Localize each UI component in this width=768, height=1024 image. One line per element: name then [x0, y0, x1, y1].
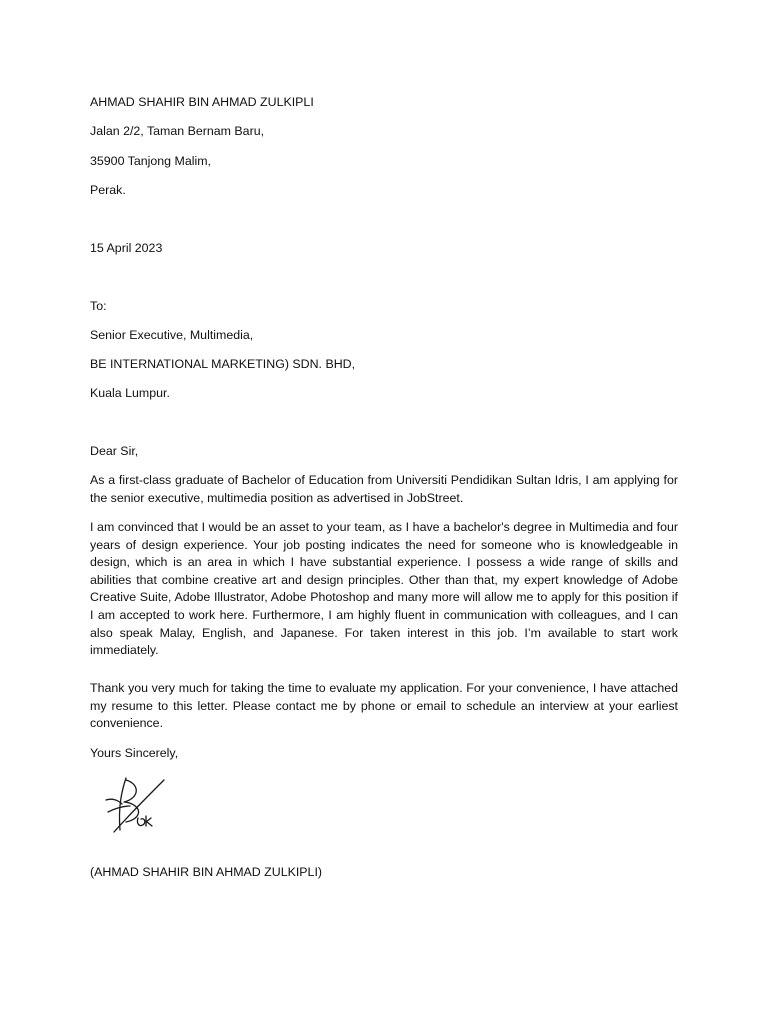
recipient-line3: Kuala Lumpur. — [90, 386, 170, 400]
recipient-to-label: To: — [90, 299, 107, 313]
signature-image — [100, 772, 170, 838]
salutation: Dear Sir, — [90, 444, 139, 458]
sender-address-line2: 35900 Tanjong Malim, — [90, 154, 212, 168]
sender-name: AHMAD SHAHIR BIN AHMAD ZULKIPLI — [90, 95, 314, 109]
body-paragraph-2: I am convinced that I would be an asset to your team, as I have a bachelor's degree in Multimedia and four years of design experience. Your job posting indicates the need for someone who is knowledgeable in design, which is an area in which I have substantial experience. I possess a wide range of skills and abilities that combine creative art and design principles. Other than that, my expert knowledge of Adobe Creative Suite, Adobe Illustrator, Adobe Photoshop and many more will allow me to apply for this position if I am accepted to work here. Furthermore, I am highly fluent in communication with colleagues, and I can also speak Malay, English, and Japanese. For taken interest in this job. I’m available to start work immediately. — [90, 520, 678, 658]
body-paragraph-3: Thank you very much for taking the time to evaluate my application. For your convenience, I have attached my resume to this letter. Please contact me by phone or email to schedule an interview at your earliest convenience. — [90, 681, 678, 731]
closing: Yours Sincerely, — [90, 746, 179, 760]
body-paragraph-1: As a first-class graduate of Bachelor of Education from Universiti Pendidikan Sultan Idris, I am applying for the senior executive, multimedia position as advertised in JobStreet. — [90, 473, 678, 505]
signed-name: (AHMAD SHAHIR BIN AHMAD ZULKIPLI) — [90, 865, 323, 879]
letter-date: 15 April 2023 — [90, 241, 163, 255]
sender-address-line1: Jalan 2/2, Taman Bernam Baru, — [90, 124, 265, 138]
recipient-line2: BE INTERNATIONAL MARKETING) SDN. BHD, — [90, 357, 356, 371]
recipient-line1: Senior Executive, Multimedia, — [90, 328, 254, 342]
sender-address-line3: Perak. — [90, 183, 126, 197]
